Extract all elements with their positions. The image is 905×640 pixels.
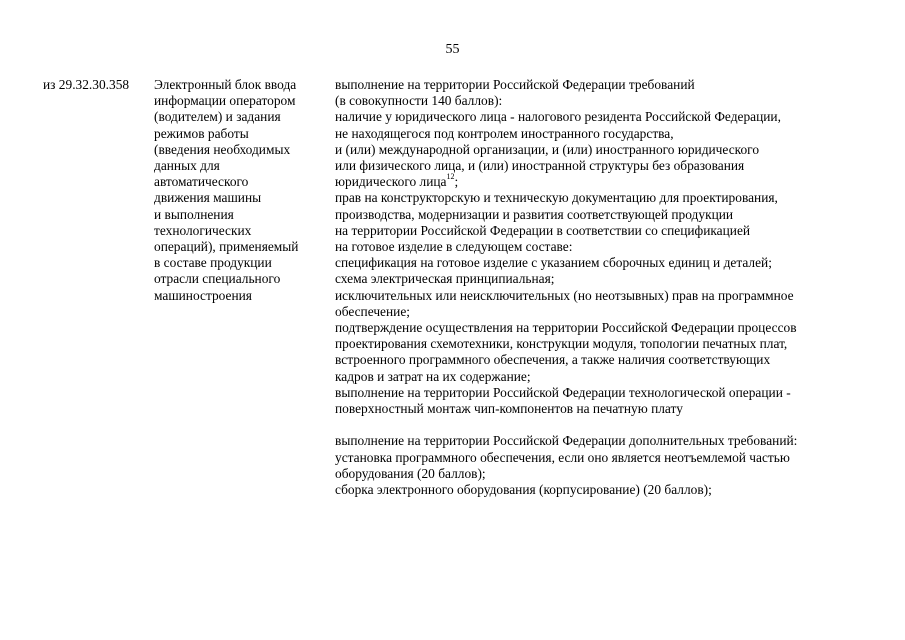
product-name-line: автоматического xyxy=(154,174,249,190)
requirement-line: наличие у юридического лица - налогового резидента Российской Федерации, xyxy=(335,109,781,125)
requirement-line: встроенного программного обеспечения, а также наличия соответствующих xyxy=(335,352,771,368)
product-name-line: отрасли специального xyxy=(154,271,281,287)
product-name-line: Электронный блок ввода xyxy=(154,77,297,92)
product-name-line: операций), применяемый xyxy=(154,239,299,255)
footnote-reference: 12 xyxy=(446,172,455,182)
product-name-line: в составе продукции xyxy=(154,255,272,271)
product-name-line: движения машины xyxy=(154,190,262,206)
requirement-line: (в совокупности 140 баллов): xyxy=(335,93,503,109)
product-name-line: (введения необходимых xyxy=(154,141,291,157)
product-name-line: информации оператором xyxy=(154,93,296,109)
requirements-text xyxy=(335,77,865,498)
requirement-line: и (или) международной организации, и (или) иностранного юридического xyxy=(335,141,760,157)
page-number: 55 xyxy=(445,42,460,57)
requirement-line: обеспечение; xyxy=(335,303,411,319)
product-name-line: (водителем) и задания xyxy=(154,109,281,125)
requirement-line: подтверждение осуществления на территории Российской Федерации процессов xyxy=(335,320,797,336)
requirement-line: или физического лица, и (или) иностранной структуры без образования xyxy=(335,158,745,174)
requirement-line: не находящегося под контролем иностранного государства, xyxy=(335,125,674,141)
requirement-line: производства, модернизации и развития соответствующей продукции xyxy=(335,206,734,222)
requirement-line: схема электрическая принципиальная; xyxy=(335,271,555,287)
paragraph-gap xyxy=(335,417,865,433)
product-code: из 29.32.30.358 xyxy=(43,77,130,92)
product-name-line: и выполнения xyxy=(154,206,234,222)
requirement-line: на готовое изделие в следующем составе: xyxy=(335,239,573,255)
requirement-line: поверхностный монтаж чип-компонентов на печатную плату xyxy=(335,401,683,417)
requirement-line: оборудования (20 баллов); xyxy=(335,465,486,481)
requirement-line: прав на конструкторскую и техническую документацию для проектирования, xyxy=(335,190,778,206)
requirement-line-with-footnote xyxy=(335,174,865,190)
product-name-line: режимов работы xyxy=(154,125,249,141)
requirement-line: выполнение на территории Российской Федерации требований xyxy=(335,77,695,92)
requirement-line: кадров и затрат на их содержание; xyxy=(335,368,531,384)
requirement-line: выполнение на территории Российской Федерации технологической операции - xyxy=(335,384,791,400)
requirement-line-text: юридического лица xyxy=(335,174,447,190)
requirement-line: установка программного обеспечения, если оно является неотъемлемой частью xyxy=(335,449,790,465)
requirement-line: выполнение на территории Российской Федерации дополнительных требований: xyxy=(335,433,798,449)
requirement-line: спецификация на готовое изделие с указанием сборочных единиц и деталей; xyxy=(335,255,772,271)
product-name xyxy=(154,77,322,304)
requirement-line: исключительных или неисключительных (но неотзывных) прав на программное xyxy=(335,287,794,303)
product-name-line: данных для xyxy=(154,158,220,174)
product-name-line: технологических xyxy=(154,222,252,238)
requirement-line: на территории Российской Федерации в соответствии со спецификацией xyxy=(335,222,751,238)
requirement-line: проектирования схемотехники, конструкции модуля, топологии печатных плат, xyxy=(335,336,788,352)
requirement-line: сборка электронного оборудования (корпусирование) (20 баллов); xyxy=(335,482,712,498)
product-name-line: машиностроения xyxy=(154,287,252,303)
footnote-suffix: ; xyxy=(454,174,459,190)
